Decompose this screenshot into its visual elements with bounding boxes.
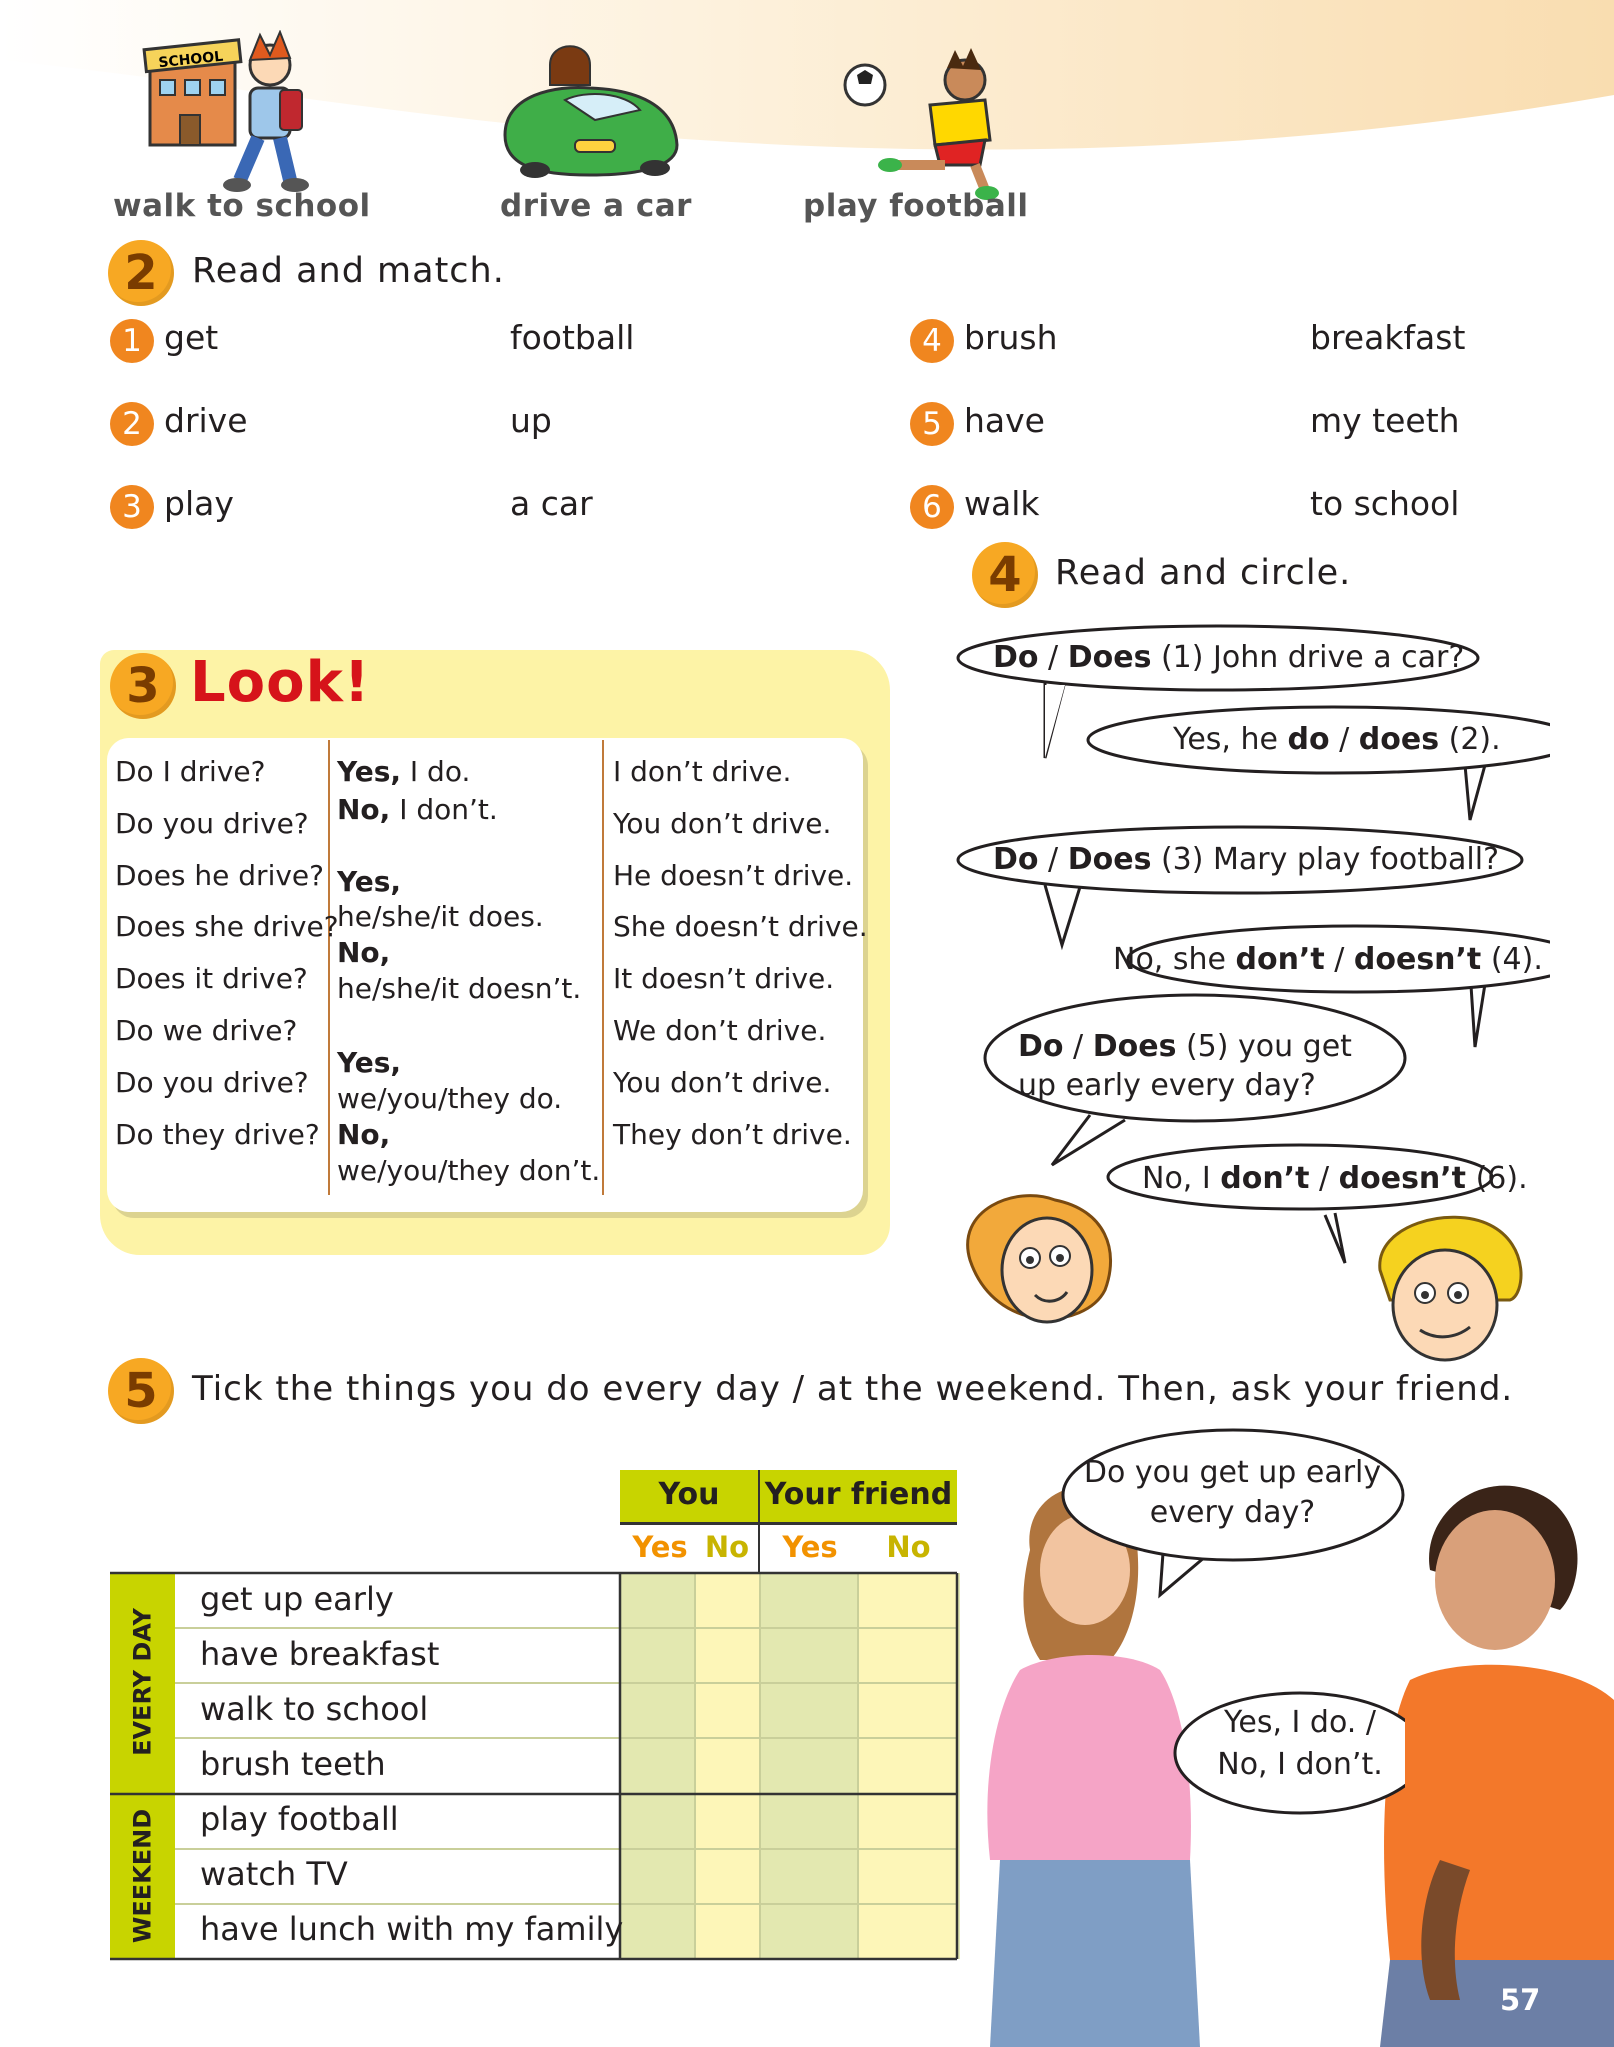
short-answer-no-i: No, I don’t.: [337, 793, 498, 826]
activity-have-lunch: have lunch with my family: [200, 1910, 624, 1948]
friend-yes-label: Yes: [782, 1530, 838, 1564]
match-option-up: up: [510, 401, 552, 440]
header-your-friend: Your friend: [764, 1477, 953, 1512]
you-yes-label: Yes: [632, 1530, 688, 1564]
short-answer-no-we: No,: [337, 1118, 391, 1151]
page-number: 57: [1500, 1983, 1541, 2017]
weekend-label: WEEKEND: [128, 1808, 157, 1944]
short-answer-no-he: No,: [337, 936, 391, 969]
bubble-5-text-line2: up early every day?: [1018, 1068, 1316, 1103]
match-word-get: get: [164, 318, 219, 357]
bubble-5-text-line1: Do / Does (5) you get: [1018, 1029, 1352, 1064]
you-no-label: No: [704, 1530, 750, 1564]
bubble-3-text: Do / Does (3) Mary play football?: [993, 842, 1499, 877]
ex5-answer-line2: No, I don’t.: [1217, 1747, 1383, 1782]
match-option-a-car: a car: [510, 484, 593, 523]
short-answer-yes-i: Yes, I do.: [337, 755, 471, 788]
exercise-3-title: Look!: [190, 650, 371, 715]
ex5-question-line1: Do you get up early: [1083, 1455, 1382, 1490]
drive-a-car-illustration: [495, 40, 685, 190]
match-number-1: 1: [110, 319, 154, 363]
match-word-walk: walk: [964, 484, 1040, 523]
ex5-answer-line1: Yes, I do. /: [1224, 1705, 1376, 1740]
negative-2: You don’t drive.: [613, 807, 832, 840]
bubble-1-text: Do / Does (1) John drive a car?: [993, 640, 1465, 675]
negative-8: They don’t drive.: [613, 1118, 852, 1151]
short-answer-yes-he-rest: he/she/it does.: [337, 900, 544, 933]
negative-5: It doesn’t drive.: [613, 962, 835, 995]
match-option-my-teeth: my teeth: [1310, 401, 1460, 440]
activity-walk-to-school: walk to school: [200, 1690, 429, 1728]
exercise-2-number: 2: [108, 240, 174, 306]
exercise-3-number: 3: [110, 653, 176, 719]
bubble-6-text: No, I don’t / doesn’t (6).: [1142, 1161, 1528, 1196]
question-5: Does it drive?: [115, 962, 308, 995]
question-3: Does he drive?: [115, 859, 325, 892]
walk-to-school-illustration: [140, 30, 310, 195]
short-answer-no-he-rest: he/she/it doesn’t.: [337, 972, 582, 1005]
match-number-5: 5: [910, 402, 954, 446]
bubble-2-text: Yes, he do / does (2).: [1173, 722, 1501, 757]
negative-7: You don’t drive.: [613, 1066, 832, 1099]
match-number-4: 4: [910, 319, 954, 363]
negative-3: He doesn’t drive.: [613, 859, 854, 892]
grammar-divider-2: [602, 740, 604, 1195]
question-8: Do they drive?: [115, 1118, 320, 1151]
short-answer-yes-we: Yes,: [337, 1046, 401, 1079]
match-number-6: 6: [910, 485, 954, 529]
activity-play-football: play football: [200, 1800, 399, 1838]
match-option-breakfast: breakfast: [1310, 318, 1466, 357]
question-2: Do you drive?: [115, 807, 309, 840]
every-day-label: EVERY DAY: [128, 1608, 157, 1756]
question-1: Do I drive?: [115, 755, 266, 788]
activity-watch-tv: watch TV: [200, 1855, 348, 1893]
question-6: Do we drive?: [115, 1014, 298, 1047]
activity-have-breakfast: have breakfast: [200, 1635, 440, 1673]
negative-1: I don’t drive.: [613, 755, 792, 788]
girl-face-illustration: [955, 1190, 1125, 1340]
svg-text:SCHOOL: SCHOOL: [157, 48, 224, 72]
activity-brush-teeth: brush teeth: [200, 1745, 386, 1783]
play-football-illustration: [835, 40, 1015, 200]
negative-4: She doesn’t drive.: [613, 910, 868, 943]
exercise-4-title: Read and circle.: [1055, 553, 1352, 593]
ex5-question-line2: every day?: [1149, 1495, 1316, 1530]
caption-walk-to-school: walk to school: [113, 188, 371, 224]
question-4: Does she drive?: [115, 910, 339, 943]
exercise-4-number: 4: [972, 542, 1038, 608]
short-answer-yes-we-rest: we/you/they do.: [337, 1082, 563, 1115]
question-7: Do you drive?: [115, 1066, 309, 1099]
negative-6: We don’t drive.: [613, 1014, 827, 1047]
match-word-have: have: [964, 401, 1045, 440]
match-number-3: 3: [110, 485, 154, 529]
header-you: You: [658, 1477, 720, 1512]
header-rule: [620, 1522, 957, 1525]
match-number-2: 2: [110, 402, 154, 446]
activity-get-up-early: get up early: [200, 1580, 394, 1618]
match-word-brush: brush: [964, 318, 1058, 357]
exercise-5-number: 5: [108, 1358, 174, 1424]
exercise-2-title: Read and match.: [192, 251, 505, 291]
match-word-play: play: [164, 484, 234, 523]
match-option-football: football: [510, 318, 635, 357]
boy-face-illustration: [1370, 1215, 1530, 1365]
caption-drive-a-car: drive a car: [500, 188, 692, 224]
short-answer-yes-he: Yes,: [337, 865, 401, 898]
short-answer-no-we-rest: we/you/they don’t.: [337, 1154, 601, 1187]
grammar-divider-1: [328, 740, 330, 1195]
exercise-5-title: Tick the things you do every day / at the weekend. Then, ask your friend.: [192, 1369, 1514, 1409]
caption-play-football: play football: [803, 188, 1029, 224]
match-option-to-school: to school: [1310, 484, 1460, 523]
bubble-4-text: No, she don’t / doesn’t (4).: [1113, 942, 1543, 977]
match-word-drive: drive: [164, 401, 248, 440]
friend-no-label: No: [886, 1530, 931, 1564]
